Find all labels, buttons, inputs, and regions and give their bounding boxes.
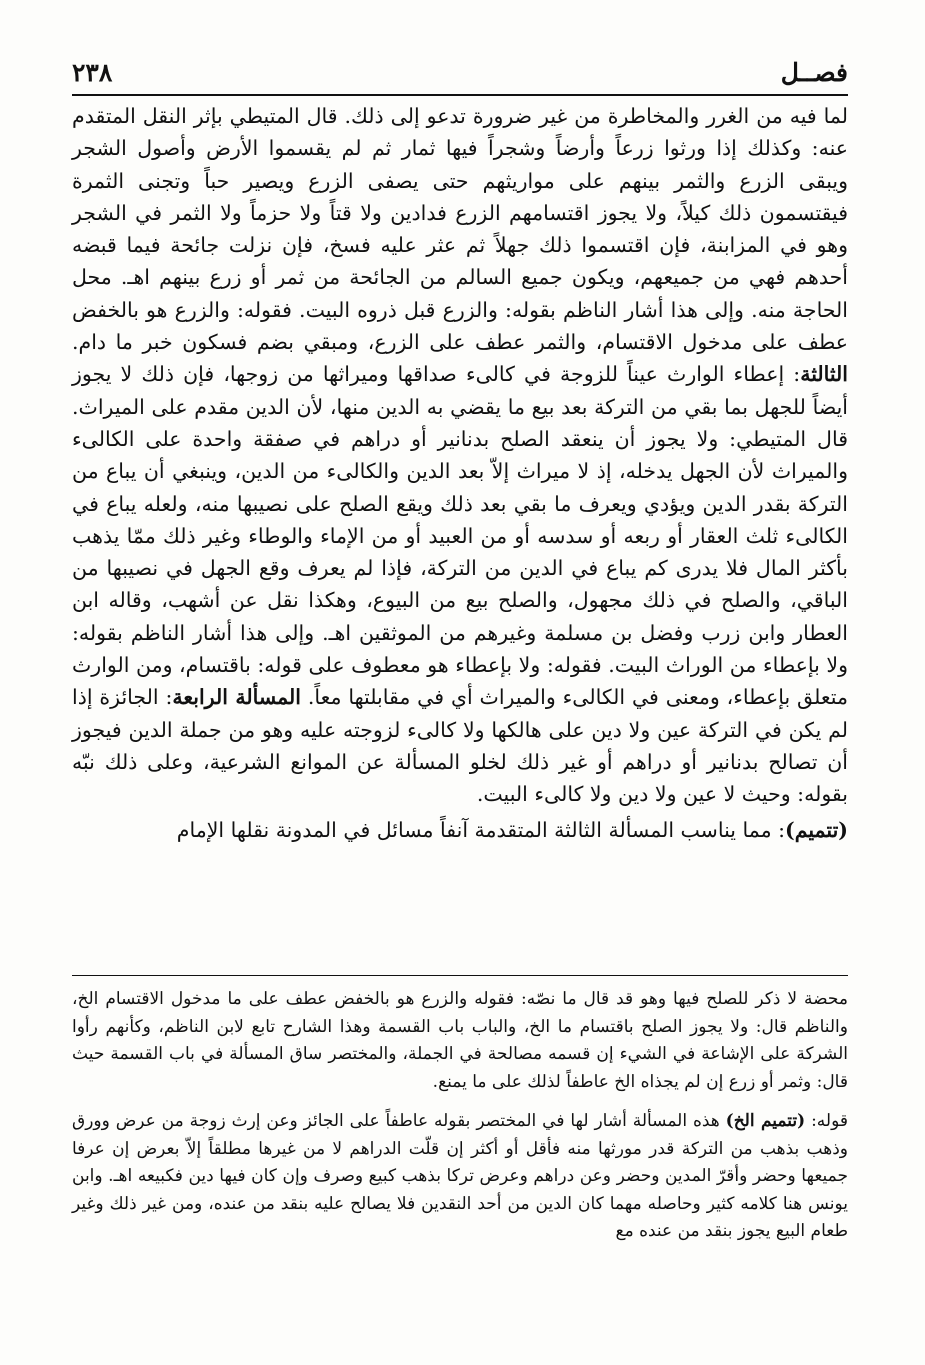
footnote-divider: [72, 975, 848, 976]
footnote-text: هذه المسألة أشار لها في المختصر بقوله عاطفاً على الجائز وعن إرث زوجة من عرض وورق وذهب بذهب من التركة قدر مورثها منه فأقل أو أكثر إن قلّت الدراهم لا من غيرها مطلقاً إلاّ بعرض إن عرفا جميعها وحضر وأقرّ المدين وحضر وعن دراهم وعرض تركا بذهب كبيع وصرف وإن كان فيها دين فكبيعه اهـ. وابن يونس هنا كلامه كثير وحاصله مهما كان الدين من أحد النقدين فلا يصالح عليه بنقد من عنده، ومن غير ذلك وغير طعام البيع يجوز بنقد من عنده مع: [72, 1111, 848, 1241]
paragraph-text: : مما يناسب المسألة الثالثة المتقدمة آنفاً مسائل في المدونة نقلها الإمام: [176, 817, 786, 842]
page-header: [72, 58, 848, 88]
paragraph-text: : الجائزة إذا لم يكن في التركة عين ولا دين على هالكها ولا كالىء لزوجته عليه وهو من جملة الدين فيجوز أن تصالح بدنانير أو دراهم أو غير ذلك لخلو المسألة عن الموانع الشرعية، وعلى ذلك نبّه بقوله: وحيث لا عين ولا دين ولا كالىء البيت.: [72, 685, 848, 807]
main-paragraph: [72, 814, 848, 846]
page-number: ٢٣٨: [72, 58, 113, 87]
paragraph-text: لما فيه من الغرر والمخاطرة من غير ضرورة تدعو إلى ذلك. قال المتيطي بإثر النقل المتقدم عنه: وكذلك إذا ورثوا زرعاً وأرضاً وشجراً فيها ثمار ثم لم يقسموا الأرض وأصول الشجر ويبقى الزرع والثمر بينهم على مواريثهم حتى يصفى الزرع ويصير حباً وتجنى الثمرة فيقتسمون ذلك كيلاً، ولا يجوز اقتسامهم الزرع فدادين ولا قتاً ولا حزماً ولا الثمر في الشجر وهو في المزابنة، فإن اقتسموا ذلك جهلاً ثم عثر عليه فسخ، فإن نزلت جائحة فيما قبضه أحدهم فهي من جميعهم، ويكون جميع السالم من الجائحة من ثمر أو زرع بينهم اهـ. محل الحاجة منه. وإلى هذا أشار الناظم بقوله: والزرع قبل ذروه البيت. فقوله: والزرع هو بالخفض عطف على مدخول الاقتسام، والثمر عطف على الزرع، ومبقي بضم فسكون خبر ما دام.: [72, 104, 848, 355]
footnote-label: (تتميم الخ): [725, 1111, 806, 1131]
section-label-tatmim: (تتميم): [785, 817, 848, 842]
footnote: [72, 1108, 848, 1246]
footnote: محضة لا ذكر للصلح فيها وهو قد قال ما نصّه: فقوله والزرع هو بالخفض عطف على ما مدخول الاقتسام الخ، والناظم قال: ولا يجوز الصلح باقتسام ما الخ، والباب باب القسمة وهذا الشارح تابع لابن الناظم، وكأنهم رأوا الشركة على الإشاعة في الشيء إن قسمه مصالحة في الجملة، والمختصر ساق المسألة في باب القسمة حيث قال: وثمر أو زرع إن لم يجذاه الخ عاطفاً لذلك على ما يمنع.: [72, 989, 848, 1092]
footnote-intro: قوله:: [805, 1111, 848, 1131]
section-label-third: الثالثة: [800, 362, 848, 387]
main-paragraph: [72, 100, 848, 811]
main-text: [72, 100, 848, 846]
paragraph-text: : إعطاء الوارث عيناً للزوجة في كالىء صداقها وميراثها من زوجها، فإن ذلك لا يجوز أيضاً للجهل بما بقي من التركة بعد بيع ما يقضي به الدين منها، لأن الدين مقدم على الميراث. قال المتيطي: ولا يجوز أن ينعقد الصلح بدنانير أو دراهم في صفقة واحدة على الكالىء والميراث لأن الجهل يدخله، إذ لا ميراث إلاّ بعد الدين والكالىء من الدين، وينبغي أن يباع من التركة بقدر الدين ويؤدي ويعرف ما بقي بعد ذلك ويقع الصلح على نصيبها منه، ولعله يباع في الكالىء ثلث العقار أو ربعه أو سدسه أو من العبيد أو من الإماء والوطاء وغير ذلك ممّا يذهب بأكثر المال فلا يدرى كم يباع في الدين من التركة، فإذا لم يعرف وقع الجهل في نصيبها من الباقي، والصلح في ذلك مجهول، والصلح بيع من البيوع، وهكذا نقل عن أشهب، وقاله ابن العطار وابن زرب وفضل بن مسلمة وغيرهم من الموثقين اهـ. وإلى هذا أشار الناظم بقوله: ولا بإعطاء من الوراث البيت. فقوله: ولا بإعطاء هو معطوف على قوله: باقتسام، ومن الوارث متعلق بإعطاء، ومعنى في الكالىء والميراث أي في مقابلتها معاً.: [72, 362, 848, 710]
running-title: فصــل: [780, 58, 848, 87]
footnotes: [72, 986, 848, 1246]
header-rule: [72, 94, 848, 96]
section-label-fourth: المسألة الرابعة: [172, 685, 301, 710]
